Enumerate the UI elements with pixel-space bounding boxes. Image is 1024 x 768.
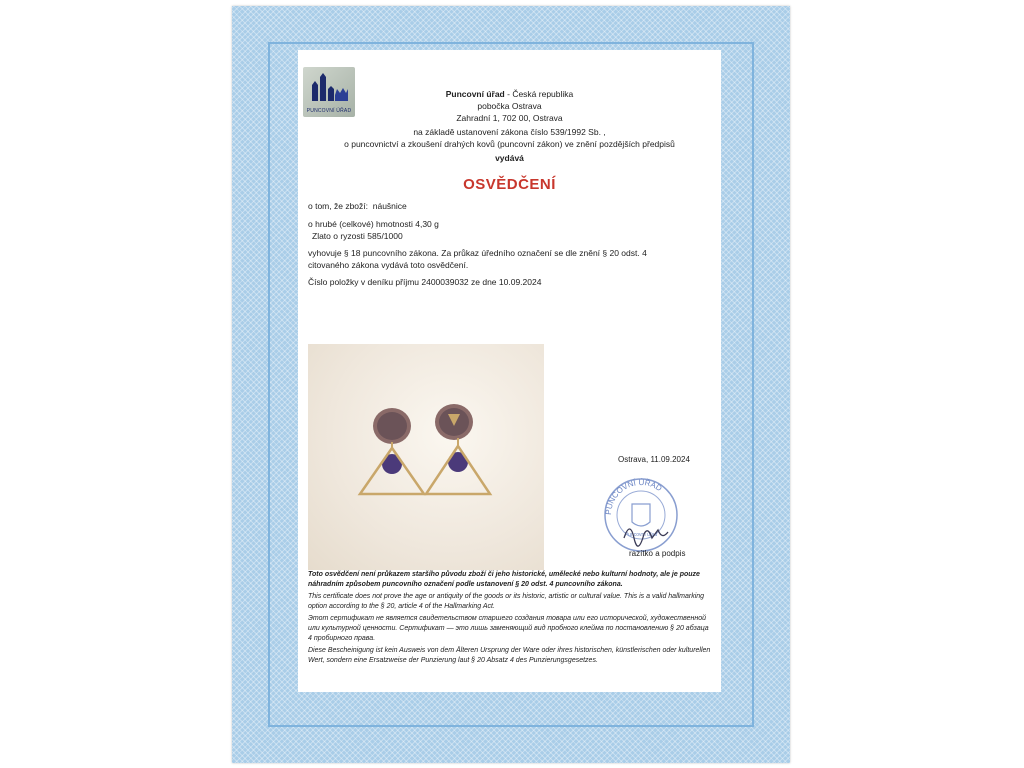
goods-line [308,200,407,212]
note-german: Diese Bescheinigung ist kein Ausweis von dem Älteren Ursprung der Ware oder ihres historischen, künstlerischen oder kulturellen Wert, sondern eine Ersatzweise der Punzierung laut § 20 Absatz 4 des Punzierungsgesetzes. [308,647,711,664]
stamp-text: PUNCOVNÍ ÚŘAD [603,477,664,516]
note-czech: Toto osvědčení není průkazem staršího původu zboží či jeho historické, umělecké nebo kulturní hodnoty, ale je pouze náhradním způsobem puncovního označení podle ustanovení § 20 odst. 4 puncovního zákona. [308,571,700,588]
certificate-border [232,6,790,763]
goods-label: o tom, že zboží: [308,201,368,211]
legal-basis-line1: na základě ustanovení zákona číslo 539/1992 Sb. , [413,127,606,137]
stamp-subtext: Puncovní úřad [624,532,658,538]
earrings-photo [308,344,544,570]
compliance-line2: citovaného zákona vydává toto osvědčení. [308,260,469,270]
office-name: Puncovní úřad - Česká republika [445,89,574,99]
svg-text:PUNCOVNÍ ÚŘAD [604,478,664,515]
note-english: This certificate does not prove the age or antiquity of the goods or its historic, artistic or cultural value. This is a valid hallmarking option according to the § 20, article 4 of the Hallmarking Act. [308,593,705,610]
goods-value: náušnice [372,201,407,211]
fineness-line: Zlato o ryzosti 585/1000 [312,231,403,241]
certificate-paper [298,50,721,692]
logo-caption: PUNCOVNÍ ÚŘAD [306,108,352,114]
item-number-line: Číslo položky v deníku příjmu 2400039032 ze dne 10.09.2024 [308,277,542,287]
weight-line: o hrubé (celkové) hmotnosti 4,30 g [308,219,439,229]
disclaimer-notes [308,570,713,668]
issues-label: vydává [495,153,524,163]
stamp-seal-icon [586,460,696,560]
official-stamp [586,460,696,560]
legal-basis-line2: o puncovnictví a zkoušení drahých kovů (puncovní zákon) ve znění pozdějších předpisů [344,139,675,149]
earrings-illustration [308,344,544,570]
office-branch: pobočka Ostrava [477,101,542,111]
note-russian: Этот сертификат не является свидетельством старшего создания товара или его исторической, художественной или культурной ценности. Сертификат — это лишь заменяющий вид пробного клейма по постановлению § 20 абзаца 4 пробирного права. [308,615,709,642]
certificate-title: OSVĚDČENÍ [463,176,556,193]
stamp-signature-label: razítko a podpis [629,549,686,558]
compliance-line1: vyhovuje § 18 puncovního zákona. Za průkaz úředního označení se dle znění § 20 odst. 4 [308,248,647,258]
office-address: Zahradní 1, 702 00, Ostrava [456,113,563,123]
place-date: Ostrava, 11.09.2024 [618,455,690,464]
